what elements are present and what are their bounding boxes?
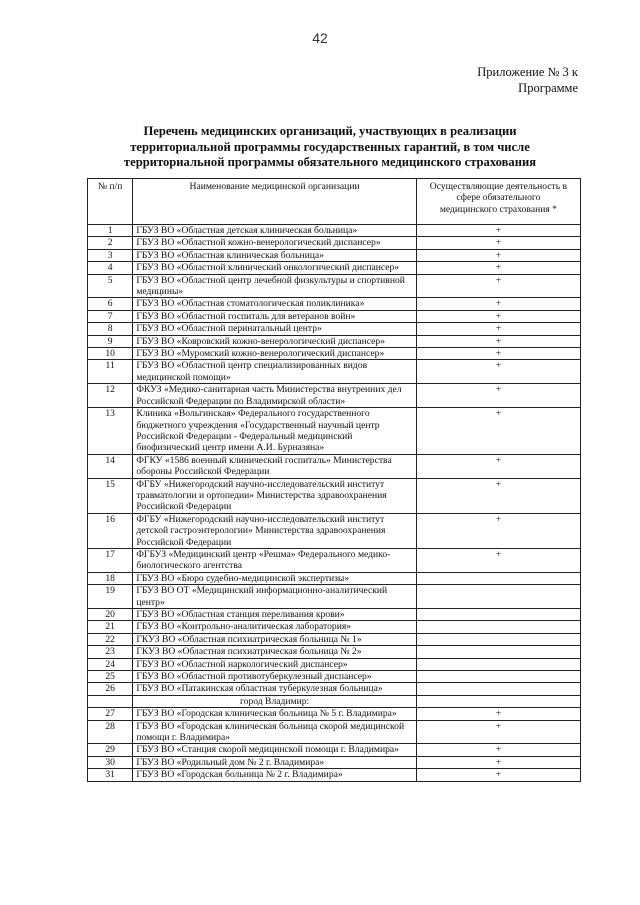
oms-mark: +: [416, 262, 580, 274]
table-row: [88, 298, 581, 310]
row-number: 17: [88, 548, 133, 572]
oms-mark: [416, 609, 580, 621]
header-number: № п/п: [88, 179, 133, 225]
table-row: [88, 621, 581, 633]
table-row: [88, 756, 581, 768]
organization-name: ГБУЗ ВО «Бюро судебно-медицинской экспертизы»: [133, 572, 416, 584]
organization-name: ГБУЗ ВО «Станция скорой медицинской помощи г. Владимира»: [133, 744, 416, 756]
header-oms-line-1: Осуществляющие деятельность в: [429, 181, 568, 192]
oms-mark: [416, 621, 580, 633]
organization-name: ФКУЗ «Медико-санитарная часть Министерства внутренних дел Российской Федерации по Владимирской области»: [133, 384, 416, 408]
organization-name: ГБУЗ ВО «Городская клиническая больница № 5 г. Владимира»: [133, 708, 416, 720]
section-heading: город Владимир:: [133, 695, 416, 707]
row-number: 4: [88, 262, 133, 274]
organization-name: ГБУЗ ВО «Областной перинатальный центр»: [133, 323, 416, 335]
organization-name: ГБУЗ ВО «Городская больница № 2 г. Владимира»: [133, 769, 416, 781]
row-number: 25: [88, 671, 133, 683]
organization-name: ГБУЗ ВО «Муромский кожно-венерологический диспансер»: [133, 348, 416, 360]
organization-name: ГБУЗ ВО «Областной противотуберкулезный диспансер»: [133, 671, 416, 683]
oms-mark: [416, 585, 580, 609]
table-header-row: [88, 179, 581, 225]
header-oms-participation: [416, 179, 580, 225]
organization-name: ГБУЗ ВО «Областной центр специализированных видов медицинской помощи»: [133, 360, 416, 384]
oms-mark: +: [416, 408, 580, 455]
organization-name: ФГБУЗ «Медицинский центр «Решма» Федерального медико-биологического агентства: [133, 548, 416, 572]
organization-name: ГБУЗ ВО «Областной наркологический диспансер»: [133, 658, 416, 670]
row-number: 30: [88, 756, 133, 768]
table-row: [88, 310, 581, 322]
organization-name: ГБУЗ ВО «Областной госпиталь для ветеранов войн»: [133, 310, 416, 322]
organization-name: ГБУЗ ВО «Городская клиническая больница скорой медицинской помощи г. Владимира»: [133, 720, 416, 744]
oms-mark: +: [416, 548, 580, 572]
title-line-1: Перечень медицинских организаций, участвующих в реализации: [143, 124, 517, 138]
row-number: 31: [88, 769, 133, 781]
table-row: [88, 237, 581, 249]
row-number: 7: [88, 310, 133, 322]
row-number: 21: [88, 621, 133, 633]
oms-mark: +: [416, 274, 580, 298]
organization-name: ГБУЗ ВО «Областная стоматологическая поликлиника»: [133, 298, 416, 310]
row-number: 15: [88, 478, 133, 513]
table-row: [88, 671, 581, 683]
page-number: 42: [312, 30, 328, 46]
oms-mark: [416, 658, 580, 670]
oms-mark: +: [416, 708, 580, 720]
table-row: [88, 646, 581, 658]
oms-mark: [416, 633, 580, 645]
appendix-line-1: Приложение № 3 к: [477, 65, 578, 79]
oms-mark: [416, 671, 580, 683]
row-number: 18: [88, 572, 133, 584]
oms-mark: +: [416, 237, 580, 249]
row-number-cell: [88, 695, 133, 707]
table-row: [88, 408, 581, 455]
table-row: [88, 262, 581, 274]
header-organization-name: Наименование медицинской организации: [133, 179, 416, 225]
oms-mark: +: [416, 335, 580, 347]
organization-name: ГБУЗ ВО «Родильный дом № 2 г. Владимира»: [133, 756, 416, 768]
row-number: 20: [88, 609, 133, 621]
oms-mark: +: [416, 769, 580, 781]
organization-name: ГБУЗ ВО «Областной кожно-венерологический диспансер»: [133, 237, 416, 249]
header-oms-line-3: медицинского страхования *: [439, 203, 557, 215]
oms-mark: [416, 572, 580, 584]
row-number: 1: [88, 225, 133, 237]
oms-mark: +: [416, 720, 580, 744]
row-number: 11: [88, 360, 133, 384]
row-number: 16: [88, 513, 133, 548]
row-number: 19: [88, 585, 133, 609]
row-number: 14: [88, 454, 133, 478]
organization-name: ГБУЗ ВО «Контрольно-аналитическая лаборатория»: [133, 621, 416, 633]
row-number: 5: [88, 274, 133, 298]
organization-name: ГБУЗ ВО «Областной центр лечебной физкультуры и спортивной медицины»: [133, 274, 416, 298]
table-row: [88, 585, 581, 609]
oms-mark: [416, 646, 580, 658]
table-row: [88, 335, 581, 347]
organization-name: ГБУЗ ВО «Патакинская областная туберкулезная больница»: [133, 683, 416, 695]
organization-name: ГБУЗ ВО «Областная детская клиническая больница»: [133, 225, 416, 237]
organization-name: ГБУЗ ВО «Областная клиническая больница»: [133, 249, 416, 261]
oms-mark: +: [416, 454, 580, 478]
document-title: [90, 124, 570, 171]
table-row: [88, 249, 581, 261]
organization-name: Клиника «Вольгинская» Федерального государственного бюджетного учреждения «Государственный научный центр Российской Федерации - Федеральный медицинский биофизический центр имени А.И. Бурназяна»: [133, 408, 416, 455]
oms-mark: +: [416, 744, 580, 756]
title-line-2: территориальной программы государственных гарантий, в том числе: [130, 139, 530, 154]
table-row: [88, 348, 581, 360]
table-row: [88, 744, 581, 756]
table-section-row: [88, 695, 581, 707]
row-number: 23: [88, 646, 133, 658]
organization-name: ГБУЗ ВО «Областная станция переливания крови»: [133, 609, 416, 621]
organization-name: ФГБУ «Нижегородский научно-исследовательский институт травматологии и ортопедии» Министерства здравоохранения Российской Федерации: [133, 478, 416, 513]
organization-name: ГКУЗ ВО «Областная психиатрическая больница № 1»: [133, 633, 416, 645]
table-row: [88, 360, 581, 384]
organization-name: ФГБУ «Нижегородский научно-исследовательский институт детской гастроэнтерологии» Министерства здравоохранения Российской Федерации: [133, 513, 416, 548]
header-oms-line-2: сфере обязательного: [456, 192, 541, 204]
organizations-table: [87, 178, 581, 782]
oms-mark: +: [416, 348, 580, 360]
oms-mark: +: [416, 323, 580, 335]
organization-name: ГБУЗ ВО «Областной клинический онкологический диспансер»: [133, 262, 416, 274]
table-row: [88, 720, 581, 744]
appendix-note: [477, 64, 578, 96]
oms-mark: [416, 683, 580, 695]
oms-mark: +: [416, 478, 580, 513]
table-row: [88, 274, 581, 298]
row-number: 26: [88, 683, 133, 695]
row-number: 9: [88, 335, 133, 347]
table-row: [88, 633, 581, 645]
table-row: [88, 683, 581, 695]
table-row: [88, 384, 581, 408]
oms-cell: [416, 695, 580, 707]
row-number: 10: [88, 348, 133, 360]
row-number: 6: [88, 298, 133, 310]
table-row: [88, 513, 581, 548]
oms-mark: +: [416, 310, 580, 322]
row-number: 28: [88, 720, 133, 744]
table-row: [88, 572, 581, 584]
table-row: [88, 323, 581, 335]
row-number: 13: [88, 408, 133, 455]
row-number: 24: [88, 658, 133, 670]
oms-mark: +: [416, 513, 580, 548]
oms-mark: +: [416, 225, 580, 237]
row-number: 22: [88, 633, 133, 645]
table-row: [88, 478, 581, 513]
oms-mark: +: [416, 756, 580, 768]
row-number: 27: [88, 708, 133, 720]
table-row: [88, 658, 581, 670]
table-row: [88, 225, 581, 237]
row-number: 29: [88, 744, 133, 756]
row-number: 3: [88, 249, 133, 261]
table-row: [88, 769, 581, 781]
row-number: 2: [88, 237, 133, 249]
row-number: 12: [88, 384, 133, 408]
oms-mark: +: [416, 249, 580, 261]
oms-mark: +: [416, 384, 580, 408]
organization-name: ГБУЗ ВО ОТ «Медицинский информационно-аналитический центр»: [133, 585, 416, 609]
organization-name: ФГКУ «1586 военный клинический госпиталь» Министерства обороны Российской Федерации: [133, 454, 416, 478]
appendix-line-2: Программе: [518, 81, 578, 95]
title-line-3: территориальной программы обязательного медицинского страхования: [123, 155, 537, 169]
organization-name: ГБУЗ ВО «Ковровский кожно-венерологический диспансер»: [133, 335, 416, 347]
oms-mark: +: [416, 298, 580, 310]
table-row: [88, 609, 581, 621]
organization-name: ГКУЗ ВО «Областная психиатрическая больница № 2»: [133, 646, 416, 658]
table-row: [88, 708, 581, 720]
row-number: 8: [88, 323, 133, 335]
table-row: [88, 548, 581, 572]
table-row: [88, 454, 581, 478]
oms-mark: +: [416, 360, 580, 384]
